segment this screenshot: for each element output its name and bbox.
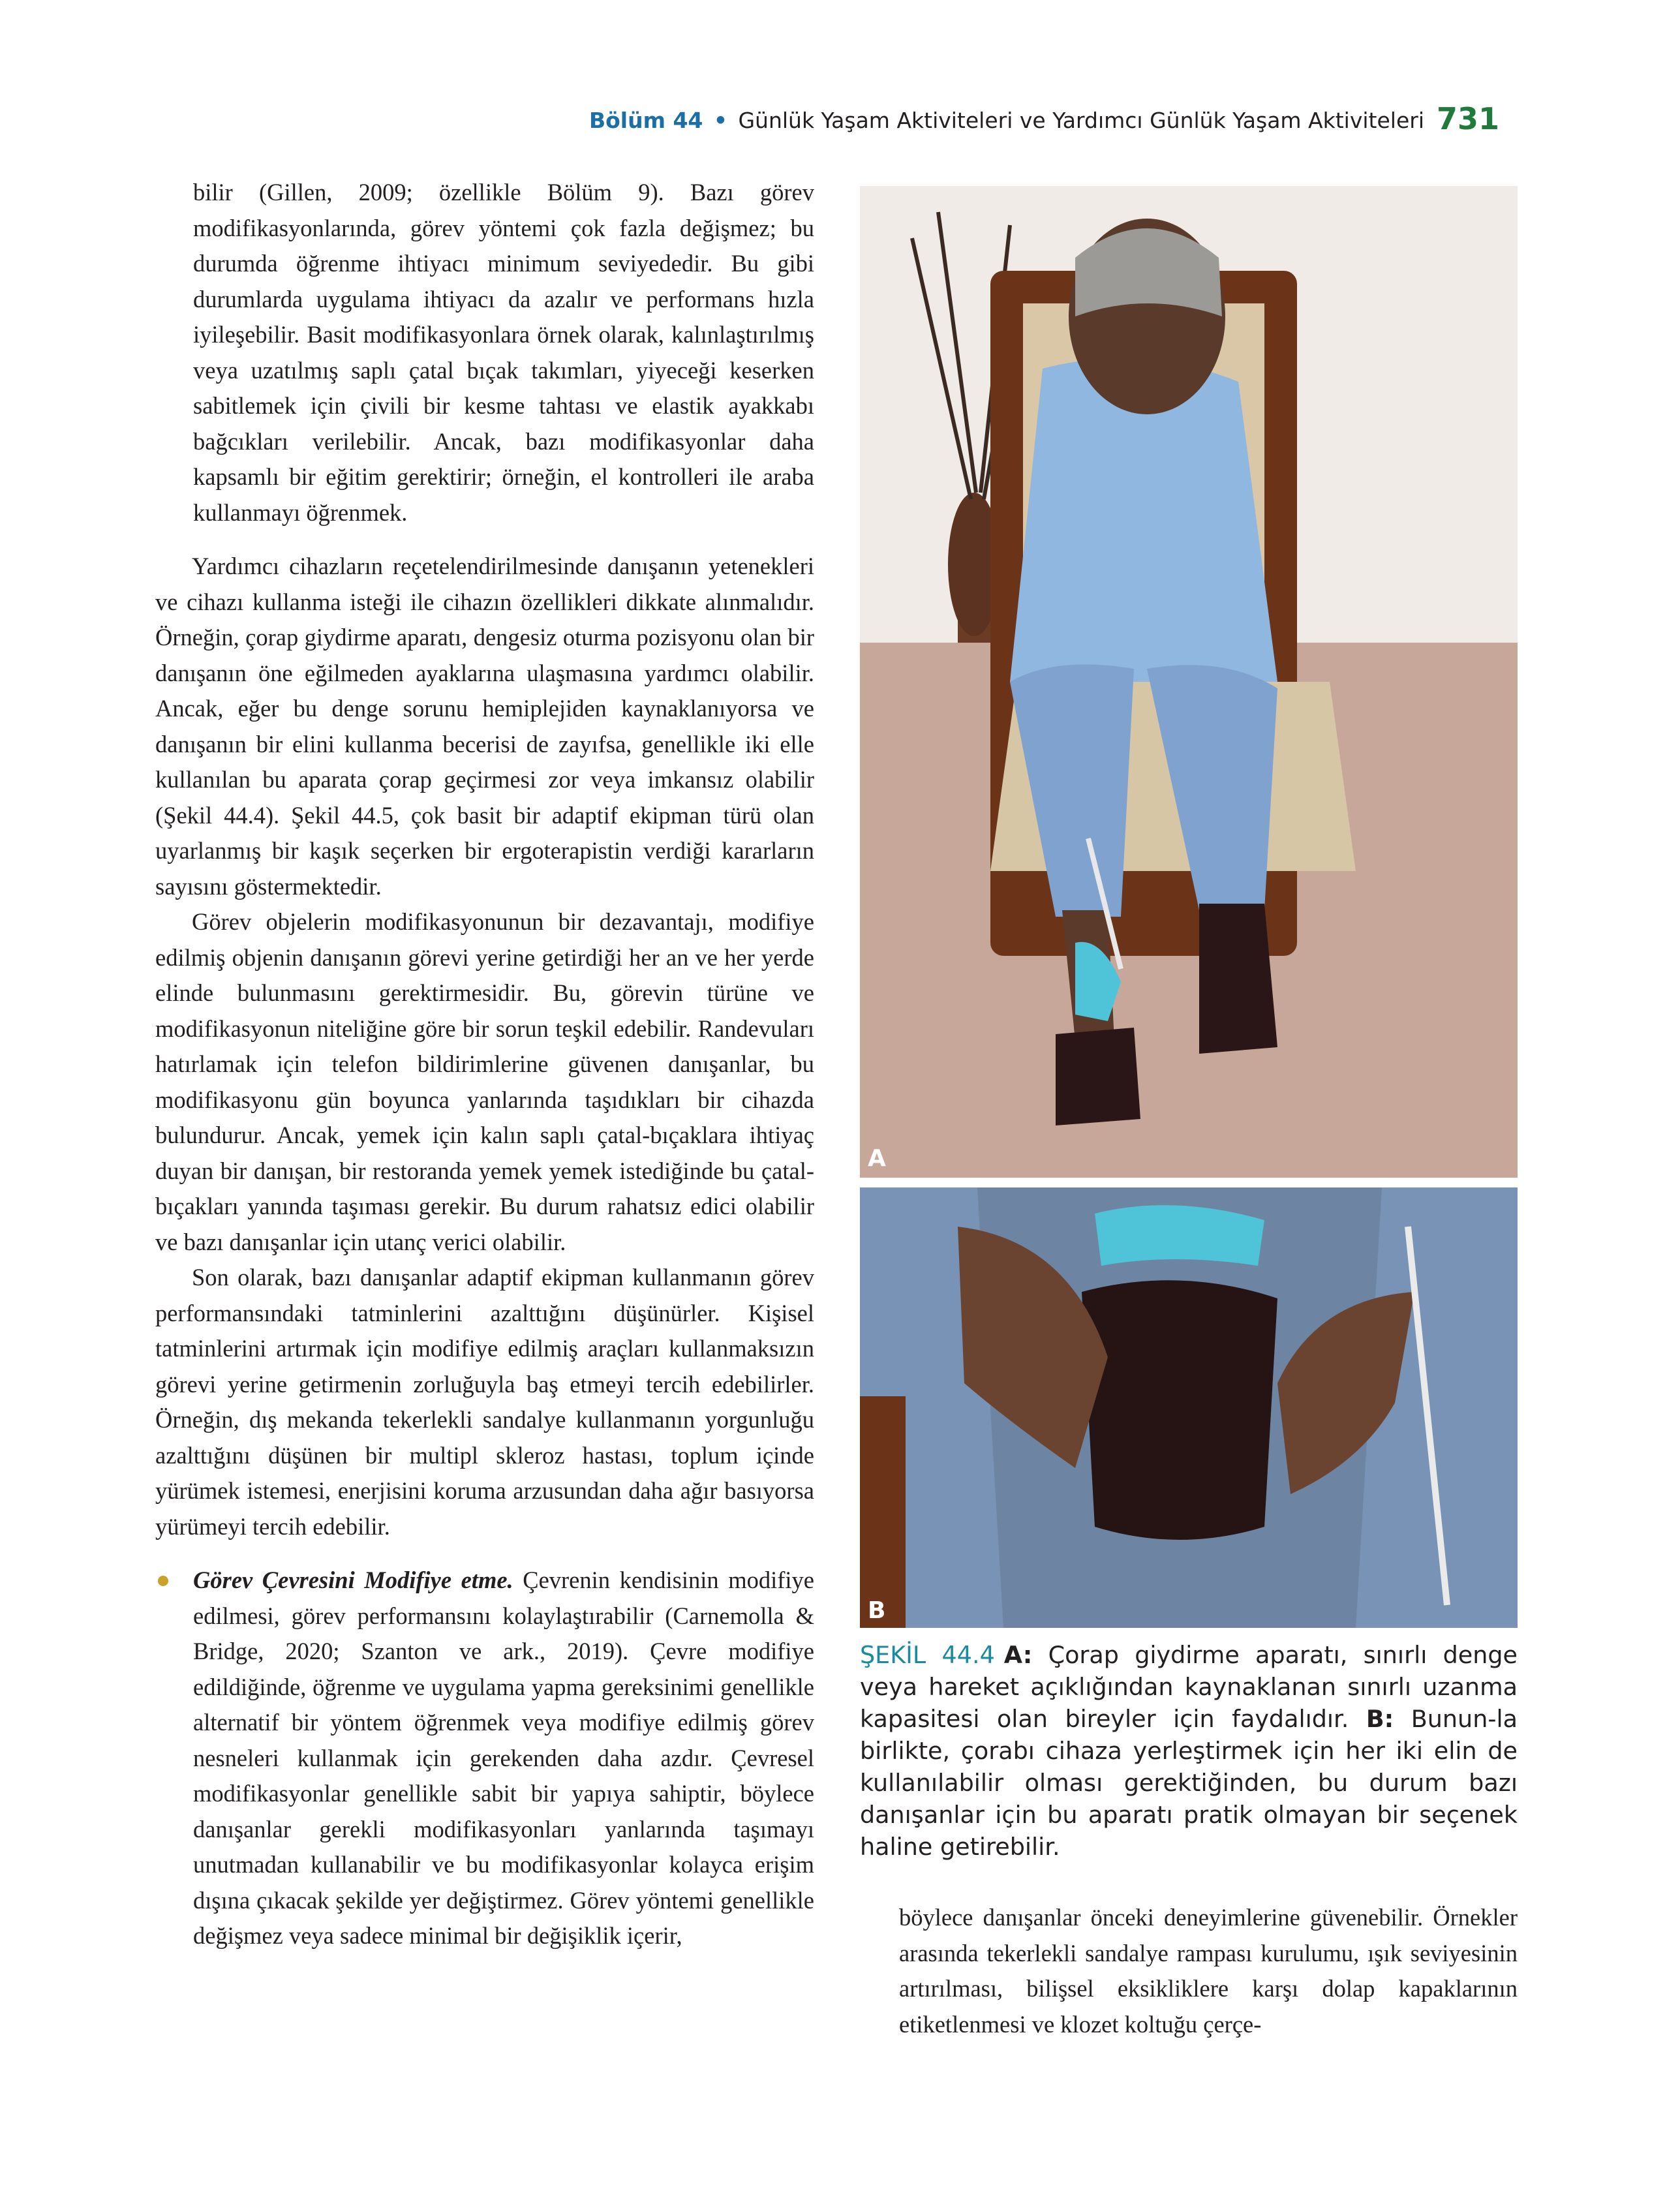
caption-key-a: A:: [1003, 1641, 1033, 1669]
chapter-title: Günlük Yaşam Aktiviteleri ve Yardımcı Günlük Yaşam Aktiviteleri: [738, 108, 1424, 133]
photo-b-illustration: [860, 1187, 1518, 1628]
figure-photo-a: [860, 186, 1518, 1178]
figure-caption: [860, 1639, 1518, 1863]
paragraph: böylece danışanlar önceki deneyimlerine güvenebilir. Örnekler arasında tekerlekli sandalye rampası kurulumu, ışık seviyesinin artırılması, bilişsel eksikliklere karşı dolap kapaklarının etiketlenmesi ve klozet koltuğu çerçe-: [899, 1904, 1518, 2038]
paragraph: Görev objelerin modifikasyonunun bir dezavantajı, modifiye edilmiş objenin danışanın görevi yerine getirdiği her an ve her yerde elinde bulunmasını gerektirmesidir. Bu, görevin türüne ve modifikasyonun niteliğine göre bir sorun teşkil edebilir. Randevuları hatırlamak için telefon bildirimlerine güvenen danışanlar, bu modifikasyonu gün boyunca yanlarında taşıdıkları bir cihazda bulundurur. Ancak, yemek için kalın saplı çatal-bıçaklara ihtiyaç duyan bir danışan, bir restoranda yemek yemek istediğinde bu çatal-bıçakları yanında taşıması gerekir. Bu durum rahatsız edici olabilir ve bazı danışanlar için utanç verici olabilir.: [155, 908, 814, 1255]
bullet-dot-icon: [158, 1576, 168, 1586]
figure-label: ŞEKİL 44.4: [860, 1641, 995, 1669]
left-column: [155, 175, 814, 1954]
page-number: 731: [1436, 101, 1499, 136]
figure-photo-b: [860, 1187, 1518, 1628]
caption-text-b: Bunun-la birlikte, çorabı cihaza yerleştirmek için her iki elin de kullanılabilir olması gerektiğinden, bu durum bazı danışanlar için bu aparatı pratik olmayan bir seçenek haline getirebilir.: [860, 1705, 1518, 1861]
paragraph: Son olarak, bazı danışanlar adaptif ekipman kullanmanın görev performansındaki tatminlerini azalttığını düşünürler. Kişisel tatminlerini artırmak için modifiye edilmiş araçları kullanmaksızın görevi yerine getirmenin zorluğuyla baş etmeyi tercih edebilirler. Örneğin, dış mekanda tekerlekli sandalye kullanmanın yorgunluğu azalttığını düşünen bir multipl skleroz hastası, toplum içinde yürümek istemesi, enerjisini koruma arzusundan daha ağır basıyorsa yürümeyi tercih edebilir.: [155, 1264, 814, 1540]
paragraph: Yardımcı cihazların reçetelendirilmesinde danışanın yetenekleri ve cihazı kullanma isteği ile cihazın özellikleri dikkate alınmalıdır. Örneğin, çorap giydirme aparatı, dengesiz oturma pozisyonu olan bir danışanın öne eğilmeden ayaklarına ulaşmasına yardımcı olabilir. Ancak, eğer bu denge sorunu hemiplejiden kaynaklanıyorsa ve danışanın bir elini kullanma becerisi de zayıfsa, genellikle iki elle kullanılan bu aparata çorap geçirmesi zor veya imkansız olabilir (Şekil 44.4). Şekil 44.5, çok basit bir adaptif ekipman türü olan uyarlanmış bir kaşık seçerken bir ergoterapistin verdiği kararların sayısını göstermektedir.: [155, 553, 814, 900]
chapter-label: Bölüm 44: [588, 108, 703, 133]
right-column: [899, 1900, 1518, 2042]
bullet-text: Çevrenin kendisinin modifiye edilmesi, görev performansını kolaylaştırabilir (Carnemolla & Bridge, 2020; Szanton ve ark., 2019). Çevre modifiye edildiğinde, öğrenme ve uygulama yapma gereksinimi genellikle alternatif bir yöntem öğrenmek veya modifiye edilmiş görev nesneleri kullanmak için gerekenden daha azdır. Çevresel modifikasyonlar genellikle sabit bir yapıya sahiptir, böylece danışanlar gerekli modifikasyonları yanlarında taşımayı unutmadan kullanabilir ve bu modifikasyonlar kolayca erişim dışına çıkacak şekilde yer değiştirmez. Görev yöntemi genellikle değişmez veya sadece minimal bir değişiklik içerir,: [193, 1567, 814, 1949]
panel-label-a: A: [868, 1145, 886, 1172]
panel-label-b: B: [868, 1597, 886, 1624]
bullet-title: Görev Çevresini Modifiye etme.: [193, 1567, 513, 1593]
bullet-item: [155, 1563, 814, 1954]
photo-a-illustration: [860, 186, 1518, 1178]
paragraph-continued: bilir (Gillen, 2009; özellikle Bölüm 9). Bazı görev modifikasyonlarında, görev yöntemi çok fazla değişmez; bu durumda öğrenme ihtiyacı minimum seviyededir. Bu gibi durumlarda uygulama ihtiyacı da azalır ve performans hızla iyileşebilir. Basit modifikasyonlara örnek olarak, kalınlaştırılmış veya uzatılmış saplı çatal bıçak takımları, yiyeceği keserken sabitlemek için çivili bir kesme tahtası ve elastik ayakkabı bağcıkları verilebilir. Ancak, bazı modifikasyonlar daha kapsamlı bir eğitim gerektirir; örneğin, el kontrolleri ile araba kullanmayı öğrenmek.: [193, 179, 814, 526]
running-header: [589, 108, 1424, 133]
caption-key-b: B:: [1366, 1705, 1394, 1733]
caption-text-a: Çorap giydirme aparatı, sınırlı denge veya hareket açıklığından kaynaklanan sınırlı uzanma kapasitesi olan bireyler için faydalıdır.: [860, 1641, 1518, 1733]
header-separator: •: [713, 108, 727, 133]
